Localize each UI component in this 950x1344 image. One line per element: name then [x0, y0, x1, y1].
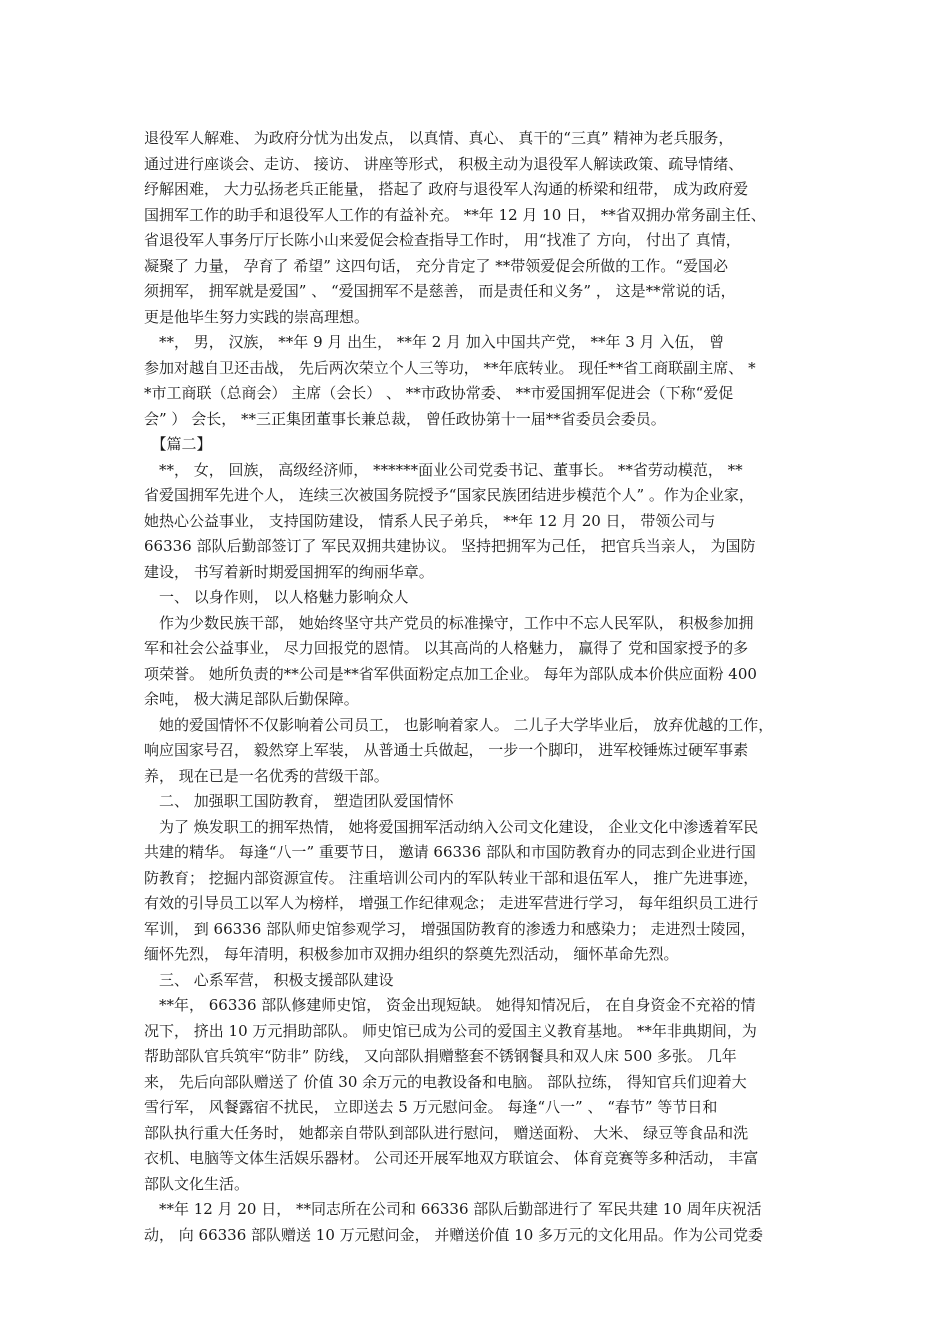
text-line: 【篇二】 [144, 435, 212, 453]
text-line: 养， 现在已是一名优秀的营级干部。 [144, 766, 389, 785]
text-line: 须拥军， 拥军就是爱国” 、 “爱国拥军不是慈善， 而是责任和义务” ， 这是**常说的话， [144, 282, 736, 300]
text-line: 为了 焕发职工的拥军热情， 她将爱国拥军活动纳入公司文化建设， 企业文化中渗透着军民 [144, 817, 759, 836]
text-line: 纾解困难， 大力弘扬老兵正能量， 搭起了 政府与退役军人沟通的桥梁和纽带， 成为政府爱 [144, 180, 749, 198]
text-line: 来， 先后向部队赠送了 价值 30 余万元的电教设备和电脑。 部队拉练， 得知官兵们迎着大 [144, 1072, 747, 1091]
text-line: 建设， 书写着新时期爱国拥军的绚丽华章。 [144, 562, 434, 581]
text-line: 一、 以身作则， 以人格魅力影响众人 [144, 588, 409, 606]
text-line: **年， 66336 部队修建师史馆， 资金出现短缺。 她得知情况后， 在自身资金不充裕的情 [144, 996, 756, 1014]
text-line: 余吨， 极大满足部队后勤保障。 [144, 690, 359, 708]
text-line: 衣机、电脑等文体生活娱乐器材。 公司还开展军地双方联谊会、 体育竞赛等多种活动， 丰富 [144, 1149, 759, 1167]
text-line: 二、 加强职工国防教育， 塑造团队爱国情怀 [144, 792, 454, 810]
text-line: **， 女， 回族， 高级经济师， ******面业公司党委书记、董事长。 **省劳动模范， ** [144, 460, 743, 479]
text-line: 缅怀先烈， 每年清明，积极参加市双拥办组织的祭奠先烈活动， 缅怀革命先烈。 [144, 945, 679, 963]
text-line: 作为少数民族干部， 她始终坚守共产党员的标准操守，工作中不忘人民军队， 积极参加拥 [144, 613, 754, 632]
text-line: 共建的精华。 每逢“八一” 重要节日， 邀请 66336 部队和市国防教育办的同志到企业进行国 [144, 843, 756, 861]
text-line: 帮助部队官兵筑牢“防非” 防线， 又向部队捐赠整套不锈钢餐具和双人床 500 多张。 几年 [144, 1047, 737, 1065]
text-line: 况下， 挤出 10 万元捐助部队。 师史馆已成为公司的爱国主义教育基地。 **年非典期间，为 [144, 1021, 757, 1040]
text-line: 她热心公益事业， 支持国防建设， 情系人民子弟兵， **年 12 月 20 日， 带领公司与 [144, 511, 716, 530]
text-line: 退役军人解难、 为政府分忧为出发点， 以真情、真心、 真干的“三真” 精神为老兵服务， [144, 129, 734, 147]
text-line: 66336 部队后勤部签订了 军民双拥共建协议。 坚持把拥军为己任， 把官兵当亲人， 为国防 [144, 537, 756, 555]
text-line: 省退役军人事务厅厅长陈小山来爱促会检查指导工作时， 用“找准了 方向， 付出了 真情， [144, 231, 741, 249]
text-line: **， 男， 汉族， **年 9 月 出生， **年 2 月 加入中国共产党， **年 3 月 入伍， 曾 [144, 333, 725, 351]
text-line: 参加对越自卫还击战， 先后两次荣立个人三等功， **年底转业。 现任**省工商联副主席、 * [144, 358, 756, 377]
text-line: 更是他毕生努力实践的崇高理想。 [144, 307, 370, 326]
text-line: 防教育； 挖掘内部资源宣传。 注重培训公司内的军队转业干部和退伍军人， 推广先进事迹， [144, 868, 759, 887]
text-line: 部队执行重大任务时， 她都亲自带队到部队进行慰问， 赠送面粉、 大米、 绿豆等食品和洗 [144, 1123, 749, 1142]
text-line: 三、 心系军营， 积极支援部队建设 [144, 970, 394, 989]
text-line: 省爱国拥军先进个人， 连续三次被国务院授予“国家民族团结进步模范个人” 。作为企业家， [144, 486, 754, 504]
text-line: 通过进行座谈会、走访、 接访、 讲座等形式， 积极主动为退役军人解读政策、疏导情绪、 [144, 154, 744, 173]
text-line: 动， 向 66336 部队赠送 10 万元慰问金， 并赠送价值 10 多万元的文化用品。作为公司党委 [144, 1225, 764, 1244]
text-line: 她的爱国情怀不仅影响着公司员工， 也影响着家人。 二儿子大学毕业后， 放弃优越的工作， [144, 715, 774, 734]
text-line: 雪行军， 风餐露宿不扰民， 立即送去 5 万元慰问金。 每逢“八一” 、 “春节” 等节日和 [144, 1098, 718, 1116]
text-line: 凝聚了 力量， 孕育了 希望” 这四句话， 充分肯定了 **带领爱促会所做的工作。“爱国必 [144, 256, 728, 275]
text-line: **年 12 月 20 日， **同志所在公司和 66336 部队后勤部进行了 军民共建 10 周年庆祝活 [144, 1200, 762, 1218]
text-line: 军和社会公益事业， 尽力回报党的恩情。 以其高尚的人格魅力， 赢得了 党和国家授予的多 [144, 639, 749, 657]
text-line: 有效的引导员工以军人为榜样， 增强工作纪律观念； 走进军营进行学习， 每年组织员工进行 [144, 894, 759, 912]
text-line: 国拥军工作的助手和退役军人工作的有益补充。 **年 12 月 10 日， **省双拥办常务副主任、 [144, 205, 766, 224]
text-line: 项荣誉。 她所负责的**公司是**省军供面粉定点加工企业。 每年为部队成本价供应面粉 400 [144, 664, 757, 683]
document-page [144, 126, 816, 1248]
text-line: *市工商联（总商会） 主席（会长） 、 **市政协常委、 **市爱国拥军促进会（下称“爱促 [144, 384, 734, 402]
text-line: 响应国家号召， 毅然穿上军装， 从普通士兵做起， 一步一个脚印， 进军校锤炼过硬军事素 [144, 741, 749, 759]
text-line: 会” ） 会长， **三正集团董事长兼总裁， 曾任政协第十一届**省委员会委员。 [144, 409, 666, 428]
text-line: 部队文化生活。 [144, 1174, 250, 1193]
text-line: 军训， 到 66336 部队师史馆参观学习， 增强国防教育的渗透力和感染力； 走进烈士陵园， [144, 919, 756, 938]
